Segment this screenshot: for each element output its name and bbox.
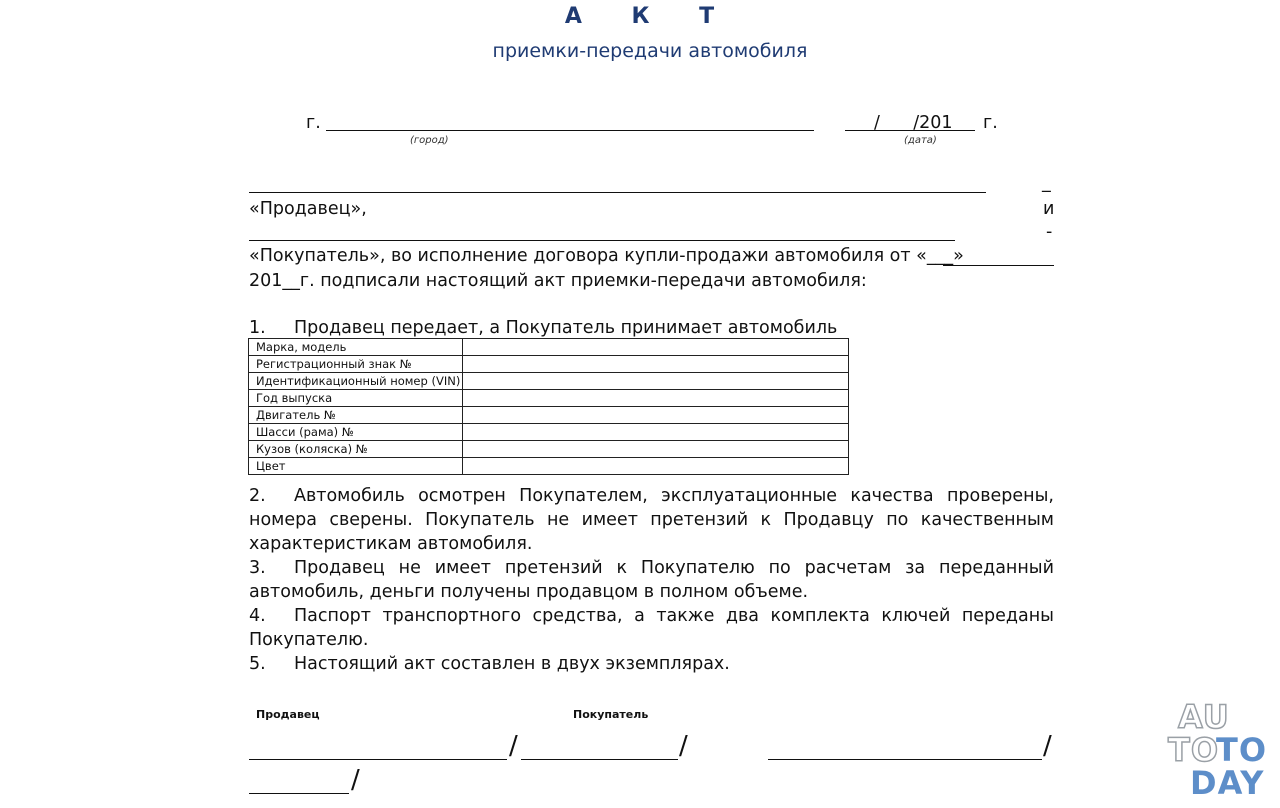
item-5-text: Настоящий акт составлен в двух экземплярах.	[294, 654, 730, 674]
item-2-text: Автомобиль осмотрен Покупателем, эксплуатационные качества проверены, номера сверены. Покупатель не имеет претензий к Продавцу по качественным характеристикам автомобиля.	[249, 486, 1054, 554]
buyer-signature-label: Покупатель	[573, 708, 649, 721]
city-prefix: г.	[306, 113, 321, 133]
seller-text: «Продавец»,	[249, 199, 367, 219]
row-value-cell[interactable]	[463, 373, 849, 390]
table-row	[249, 424, 849, 441]
signature-slash-3: /	[1043, 731, 1052, 761]
document-title: А К Т	[564, 4, 736, 29]
item-5	[249, 652, 1054, 676]
seller-name-line[interactable]	[249, 192, 986, 193]
table-row	[249, 441, 849, 458]
table-row	[249, 458, 849, 475]
and-text: и	[1043, 199, 1055, 219]
table-row	[249, 390, 849, 407]
contract-date-line[interactable]	[943, 265, 1054, 266]
row-label: Год выпуска	[249, 390, 463, 407]
item-2	[249, 484, 1054, 556]
watermark-day: DAY	[1190, 764, 1265, 802]
car-details-table	[248, 338, 849, 475]
row-value-cell[interactable]	[463, 339, 849, 356]
buyer-text-line2: 201__г. подписали настоящий акт приемки-передачи автомобиля:	[249, 271, 867, 291]
row-label: Регистрационный знак №	[249, 356, 463, 373]
seller-name-signature-line[interactable]	[521, 759, 678, 760]
row-value-cell[interactable]	[463, 407, 849, 424]
autotoday-watermark-logo	[1166, 698, 1266, 802]
watermark-to-blue: TO	[1216, 731, 1268, 769]
table-row	[249, 373, 849, 390]
buyer-text: «Покупатель», во исполнение договора купли-продажи автомобиля от «___»	[249, 246, 964, 266]
row-label: Марка, модель	[249, 339, 463, 356]
signature-slash-1: /	[509, 731, 518, 761]
item-3-number: 3.	[249, 558, 266, 578]
row-value-cell[interactable]	[463, 441, 849, 458]
date-text: / /201	[874, 113, 953, 133]
date-caption: (дата)	[904, 135, 937, 146]
city-caption: (город)	[410, 135, 449, 146]
signature-slash-2: /	[679, 731, 688, 761]
dash-mark-1: _	[1042, 173, 1051, 193]
buyer-name-line[interactable]	[249, 240, 955, 241]
row-value-cell[interactable]	[463, 390, 849, 407]
row-value-cell[interactable]	[463, 458, 849, 475]
document-subtitle: приемки-передачи автомобиля	[492, 40, 808, 62]
dash-mark-2: -	[1046, 222, 1053, 242]
row-label: Цвет	[249, 458, 463, 475]
row-label: Идентификационный номер (VIN)	[249, 373, 463, 390]
item-4-text: Паспорт транспортного средства, а также два комплекта ключей переданы Покупателю.	[249, 606, 1054, 650]
item-2-number: 2.	[249, 486, 266, 506]
item-3-text: Продавец не имеет претензий к Покупателю по расчетам за переданный автомобиль, деньги получены продавцом в полном объеме.	[249, 558, 1054, 602]
row-label: Шасси (рама) №	[249, 424, 463, 441]
item-4-number: 4.	[249, 606, 266, 626]
table-row	[249, 339, 849, 356]
table-row	[249, 407, 849, 424]
item-1-number: 1.	[249, 318, 266, 338]
item-1-text: Продавец передает, а Покупатель принимает автомобиль	[294, 318, 838, 338]
city-field-line[interactable]	[326, 130, 814, 131]
watermark-to-gray: TO	[1168, 731, 1220, 769]
item-4	[249, 604, 1054, 652]
signature-slash-4: /	[351, 765, 360, 795]
item-3	[249, 556, 1054, 604]
row-label: Двигатель №	[249, 407, 463, 424]
buyer-signature-line[interactable]	[768, 759, 1042, 760]
item-5-number: 5.	[249, 654, 266, 674]
watermark-au: AU	[1178, 698, 1230, 736]
seller-signature-label: Продавец	[256, 708, 320, 721]
buyer-name-signature-line[interactable]	[249, 793, 349, 794]
row-value-cell[interactable]	[463, 424, 849, 441]
row-label: Кузов (коляска) №	[249, 441, 463, 458]
date-suffix: г.	[983, 113, 998, 133]
row-value-cell[interactable]	[463, 356, 849, 373]
seller-signature-line[interactable]	[249, 759, 507, 760]
item-1	[249, 318, 837, 338]
table-row	[249, 356, 849, 373]
